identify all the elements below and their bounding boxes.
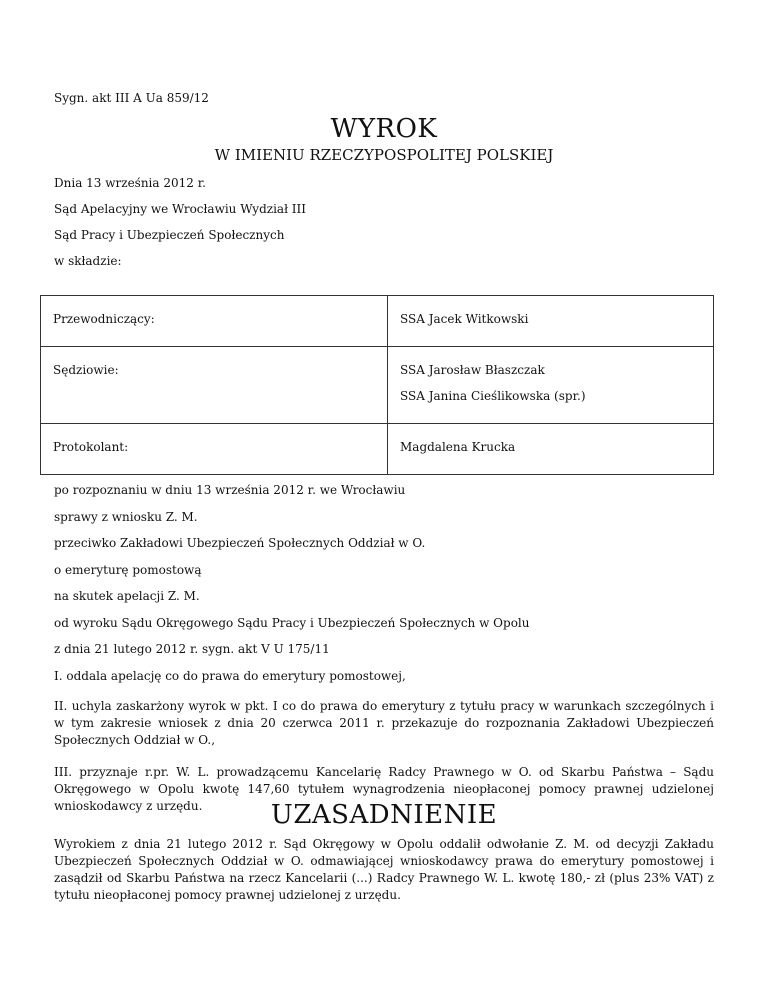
document-title: WYROK	[330, 114, 438, 144]
composition-row-judges	[41, 347, 714, 424]
ruling-point-1: I. oddala apelację co do prawa do emerytury pomostowej,	[54, 669, 406, 683]
lower-court-line: od wyroku Sądu Okręgowego Sądu Pracy i Ubezpieczeń Społecznych w Opolu	[54, 616, 530, 630]
case-applicant-line: sprawy z wniosku Z. M.	[54, 510, 198, 524]
composition-row-recorder	[41, 424, 714, 475]
composition-row-chair	[41, 296, 714, 347]
date-line: Dnia 13 września 2012 r.	[54, 176, 206, 190]
recorder-value: Magdalena Krucka	[400, 440, 516, 454]
composition-table	[40, 295, 714, 475]
lower-court-date-line: z dnia 21 lutego 2012 r. sygn. akt V U 175/11	[54, 642, 330, 656]
subject-line: o emeryturę pomostową	[54, 563, 202, 577]
judges-label: Sędziowie:	[53, 363, 119, 377]
composition-intro: w składzie:	[54, 254, 122, 268]
appeal-line: na skutek apelacji Z. M.	[54, 589, 200, 603]
document-subtitle: W IMIENIU RZECZYPOSPOLITEJ POLSKIEJ	[214, 146, 554, 164]
court-line-2: Sąd Pracy i Ubezpieczeń Społecznych	[54, 228, 285, 242]
court-line-1: Sąd Apelacyjny we Wrocławiu Wydział III	[54, 202, 306, 216]
defendant-line: przeciwko Zakładowi Ubezpieczeń Społecznych Oddział w O.	[54, 536, 426, 550]
case-signature: Sygn. akt III A Ua 859/12	[54, 91, 209, 105]
chair-value: SSA Jacek Witkowski	[400, 312, 529, 326]
judge-2: SSA Janina Cieślikowska (spr.)	[400, 389, 586, 403]
justification-title: UZASADNIENIE	[270, 800, 498, 830]
ruling-point-2: II. uchyla zaskarżony wyrok w pkt. I co do prawa do emerytury z tytułu pracy w warunkach szczególnych i w tym zakresie wniosek z dnia 20 czerwca 2011 r. przekazuje do rozpoznania Zakładowi Ubezpieczeń Społecznych Oddział w O.,	[54, 699, 714, 747]
justification-text: Wyrokiem z dnia 21 lutego 2012 r. Sąd Okręgowy w Opolu oddalił odwołanie Z. M. od decyzji Zakładu Ubezpieczeń Społecznych Oddział w O. odmawiającej wnioskodawcy prawa do emerytury pomostowej i zasądził od Skarbu Państwa na rzecz Kancelarii (...) Radcy Prawnego W. L. kwotę 180,- zł (plus 23% VAT) z tytułu nieopłaconej pomocy prawnej udzielonej z urzędu.	[54, 837, 714, 902]
recorder-label: Protokolant:	[53, 440, 129, 454]
judge-1: SSA Jarosław Błaszczak	[400, 363, 545, 377]
chair-label: Przewodniczący:	[53, 312, 155, 326]
ruling-point-3: III. przyznaje r.pr. W. L. prowadzącemu Kancelarię Radcy Prawnego w O. od Skarbu Państwa – Sądu Okręgowego w Opolu kwotę 147,60 tytułem wynagrodzenia nieopłaconej pomocy prawnej udzielonej wnioskodawcy z urzędu.	[54, 765, 714, 813]
proceedings-line: po rozpoznaniu w dniu 13 września 2012 r. we Wrocławiu	[54, 483, 406, 497]
